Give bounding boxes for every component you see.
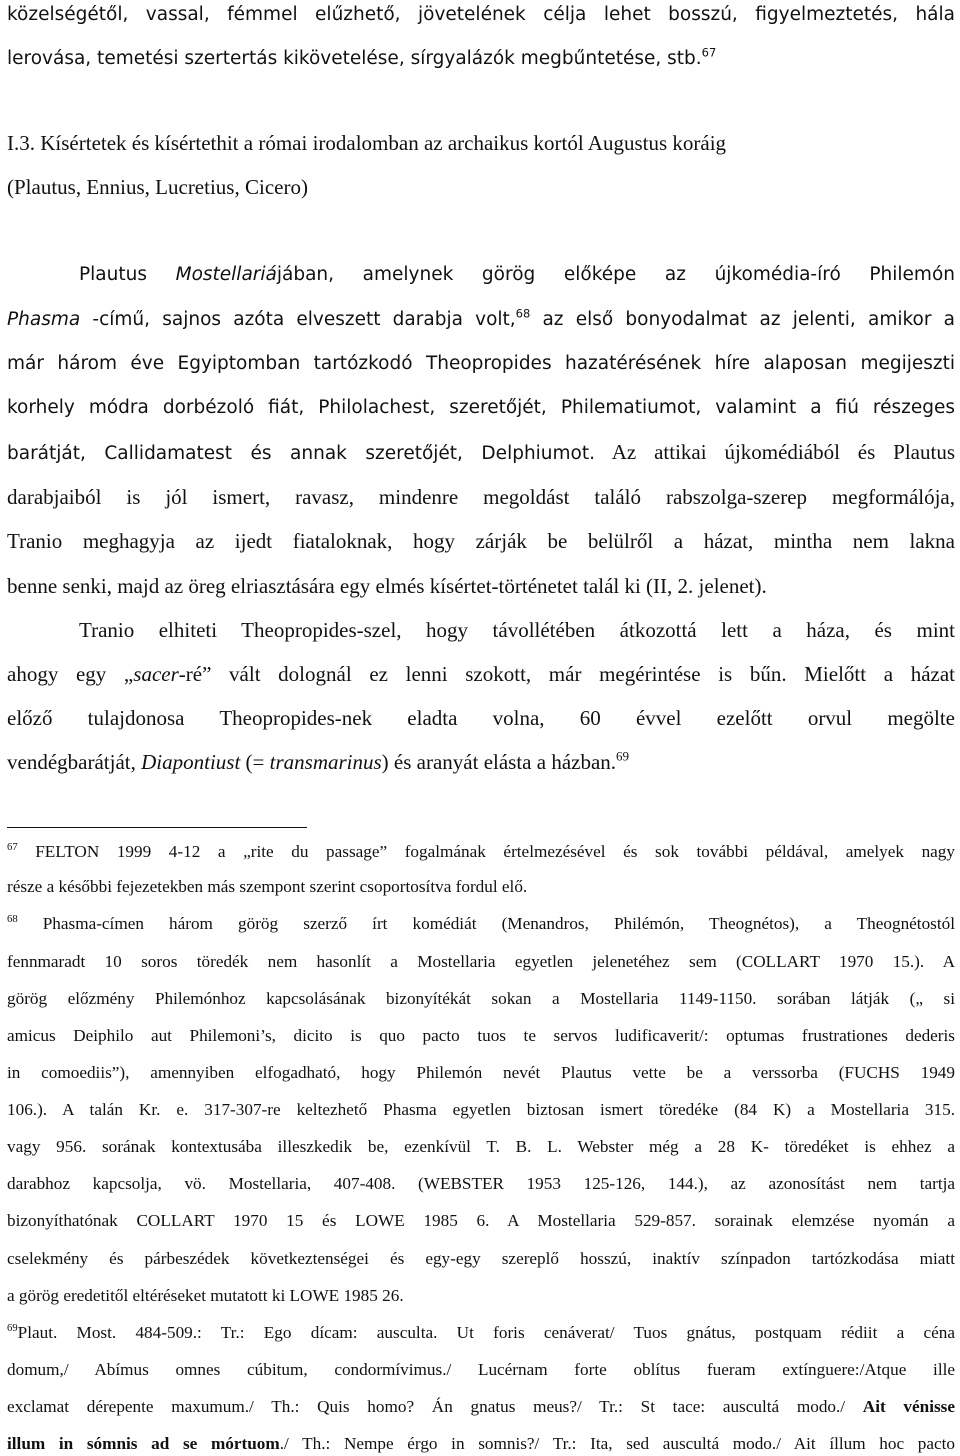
- footnote-number: 68: [7, 914, 18, 926]
- footnote-separator: [7, 827, 307, 828]
- text-line: lerovása, temetési szertertás kikövetelése, sírgyalázók megbűntetése, stb.$^{67}$: [7, 45, 717, 69]
- footnote-ref: 68: [515, 306, 531, 321]
- text-line: benne senki, majd az öreg elriasztására egy elmés kísértet-történetet talál ki (II, 2. jelenet).: [7, 574, 767, 598]
- text-line: darabjaiból is jól ismert, ravasz, mindenre megoldást találó rabszolga-szerep megformálója,: [7, 485, 955, 509]
- footnote-line: illum in sómnis ad se mórtuom./ Th.: Nempe érgo in somnis?/ Tr.: Ita, sed auscultá modo./ Ait íllum hoc pacto: [7, 1434, 955, 1453]
- section-heading: (Plautus, Ennius, Lucretius, Cicero): [7, 175, 308, 199]
- footnote-line: fennmaradt 10 soros töredék nem hasonlít a Mostellaria egyetlen jelenetéhez sem (COLLART 1970 15.). A: [7, 952, 955, 971]
- footnote-ref: 69: [616, 748, 630, 764]
- text-line: korhely módra dorbézoló fiát, Philolachest, szeretőjét, Philematiumot, valamint a fiú részeges: [7, 397, 955, 418]
- footnote-ref: 67: [701, 45, 717, 60]
- footnote-line: $^{68}$ Phasma-címen három görög szerző írt komédiát (Menandros, Philémón, Theognétos), a Theognétostól: [7, 914, 955, 933]
- text-line: Phasma -című, sajnos azóta elveszett darabja volt,$^{68}$ az első bonyodalmat az jelenti, amikor a: [7, 306, 955, 330]
- footnote-line: a görög eredetitől eltéréseket mutatott ki LOWE 1985 26.: [7, 1286, 404, 1305]
- text-line: Tranio elhiteti Theopropides-szel, hogy távollétében átkozottá lett a háza, és mint: [79, 618, 955, 642]
- text-line: ahogy egy „sacer-ré” vált dolognál ez lenni szokott, már megérintése is bűn. Mielőtt a házat: [7, 662, 955, 686]
- text-line: Plautus Mostellariájában, amelynek görög előképe az újkomédia-író Philemón: [79, 264, 956, 285]
- footnote-line: $^{69}$Plaut. Most. 484-509.: Tr.: Ego dícam: ausculta. Ut foris cenáverat/ Tuos gnátus, postquam rédiit a céna: [7, 1323, 955, 1342]
- footnote-number: 69: [7, 1323, 18, 1335]
- text-line: Tranio meghagyja az ijedt fiataloknak, hogy zárják be belülről a házat, mintha nem lakna: [7, 529, 955, 553]
- footnote-line: amicus Deiphilo aut Philemoni’s, dicito is quo pacto tuos te servos ludificaverit/: optumas frustrationes dederis: [7, 1026, 955, 1045]
- footnote-number: 67: [7, 842, 18, 854]
- text-line: közelségétől, vassal, fémmel elűzhető, jövetelének célja lehet bosszú, figyelmeztetés, hála: [7, 4, 955, 25]
- text-line: vendégbarátját, Diapontiust (= transmarinus) és aranyát elásta a házban.$^{69}$: [7, 748, 630, 774]
- footnote-line: bizonyíthatónak COLLART 1970 15 és LOWE 1985 6. A Mostellaria 529-857. sorainak elemzése nyomán a: [7, 1211, 955, 1230]
- text-line: előző tulajdonosa Theopropides-nek eladta volna, 60 évvel ezelőtt orvul megölte: [7, 706, 955, 730]
- footnote-line: 106.). A talán Kr. e. 317-307-re keltezhető Phasma egyetlen biztosan ismert töredéke (84 K) a Mostellaria 315.: [7, 1100, 955, 1119]
- text-line: barátját, Callidamatest és annak szeretőjét, Delphiumot. Az attikai újkomédiából és Plautus: [7, 440, 955, 464]
- footnote-line: darabhoz kapcsolja, vö. Mostellaria, 407-408. (WEBSTER 1953 125-126, 144.), az azonosítást nem tartja: [7, 1174, 955, 1193]
- footnote-line: domum,/ Abímus omnes cúbitum, condormívimus./ Lucérnam forte oblítus fueram extínguere:/Atque ille: [7, 1360, 955, 1379]
- text-line: már három éve Egyiptomban tartózkodó Theopropides hazatérésének híre alaposan megijeszti: [7, 353, 955, 374]
- footnote-line: $^{67}$ FELTON 1999 4-12 a „rite du passage” fogalmának értelmezésével és sok további példával, amelyek nagy: [7, 842, 955, 861]
- footnote-line: in comoediis”), amennyiben elfogadható, hogy Philemón nevét Plautus vette be a verssorba (FUCHS 1949: [7, 1063, 955, 1082]
- footnote-line: vagy 956. sorának kontextusába illeszkedik be, ezenkívül T. B. L. Webster még a 28 K- töredéket is ehhez a: [7, 1137, 955, 1156]
- section-heading: I.3. Kísértetek és kísértethit a római irodalomban az archaikus kortól Augustus koráig: [7, 131, 727, 155]
- footnote-line: része a későbbi fejezetekben más szempont szerint csoportosítva fordul elő.: [7, 877, 528, 896]
- footnote-line: görög előzmény Philemónhoz kapcsolásának bizonyítékát sokan a Mostellaria 1149-1150. sorában látják („ si: [7, 989, 955, 1008]
- footnote-line: exclamat dérepente maxumum./ Th.: Quis homo? Án gnatus meus?/ Tr.: St tace: auscultá modo./ Ait vénisse: [7, 1397, 955, 1416]
- footnote-line: cselekmény és párbeszédek következtenségei és egy-egy szereplő hosszú, inaktív színpadon tartózkodása miatt: [7, 1249, 955, 1268]
